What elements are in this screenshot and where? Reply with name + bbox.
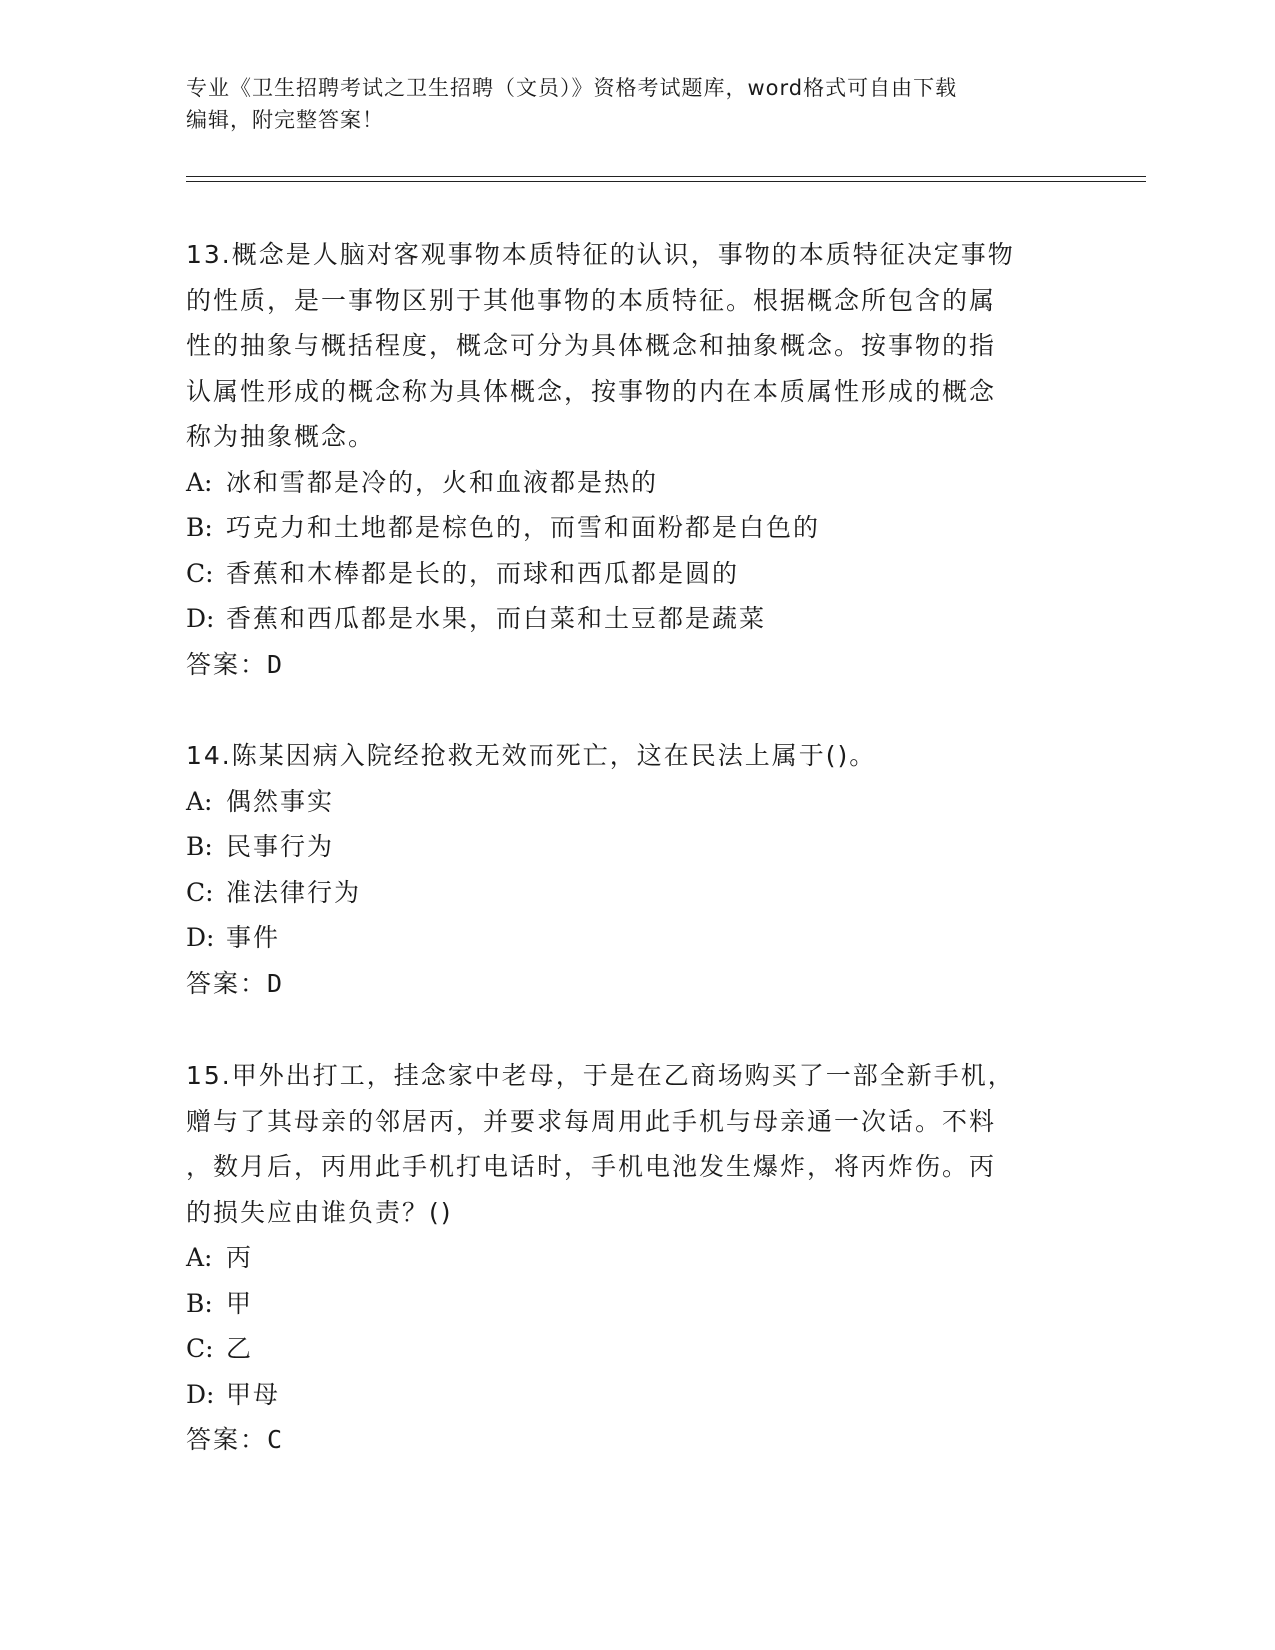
option-letter: B: [186, 513, 213, 542]
header-divider-bottom [186, 181, 1146, 182]
answer-line [186, 642, 1066, 688]
option-letter: A: [186, 786, 213, 816]
option-letter: D: [186, 1379, 215, 1409]
option-c [186, 870, 1066, 916]
question-stem [186, 1053, 1066, 1235]
option-b [186, 824, 1066, 870]
option-text: 丙 [226, 1243, 254, 1272]
answer-label: 答案： [186, 968, 268, 998]
option-letter: D: [186, 923, 215, 952]
document-header [186, 72, 1066, 136]
question-spacer [186, 687, 1066, 733]
answer-label: 答案： [186, 649, 268, 679]
option-a [186, 460, 1066, 506]
option-c [186, 1326, 1066, 1372]
option-letter: D: [186, 604, 215, 633]
stem-line: 性的抽象与概括程度，概念可分为具体概念和抽象概念。按事物的指 [186, 331, 997, 360]
option-b [186, 1281, 1066, 1327]
option-letter: A: [186, 467, 213, 497]
answer-label: 答案： [186, 1425, 268, 1454]
option-text: 事件 [226, 923, 281, 952]
stem-line: 15.甲外出打工，挂念家中老母，于是在乙商场购买了一部全新手机， [186, 1061, 1015, 1090]
option-c [186, 551, 1066, 597]
option-a [186, 779, 1066, 825]
option-b [186, 505, 1066, 551]
question-stem [186, 733, 1066, 779]
question-14 [186, 733, 1066, 1006]
answer-line [186, 1417, 1066, 1463]
answer-line [186, 961, 1066, 1007]
answer-value: D [267, 968, 285, 998]
header-divider-top [186, 176, 1146, 177]
answer-value: C [267, 1425, 285, 1454]
stem-line: 认属性形成的概念称为具体概念，按事物的内在本质属性形成的概念 [186, 376, 997, 406]
option-text: 乙 [226, 1334, 254, 1363]
stem-line: ，数月后，丙用此手机打电话时，手机电池发生爆炸，将丙炸伤。丙 [186, 1152, 997, 1181]
question-list [186, 232, 1066, 1463]
option-text: 甲母 [226, 1379, 281, 1409]
question-15 [186, 1053, 1066, 1463]
stem-line: 赠与了其母亲的邻居丙，并要求每周用此手机与母亲通一次话。不料 [186, 1106, 997, 1136]
header-line-1: 专业《卫生招聘考试之卫生招聘（文员）》资格考试题库，word格式可自由下载 [186, 76, 958, 100]
option-d [186, 1372, 1066, 1418]
option-text: 民事行为 [226, 832, 335, 861]
option-text: 香蕉和西瓜都是水果，而白菜和土豆都是蔬菜 [226, 604, 767, 633]
option-letter: B: [186, 1288, 213, 1318]
stem-line: 称为抽象概念。 [186, 422, 376, 451]
stem-line: 的损失应由谁负责？() [186, 1197, 453, 1227]
stem-line: 13.概念是人脑对客观事物本质特征的认识，事物的本质特征决定事物 [186, 240, 1015, 269]
option-text: 偶然事实 [226, 786, 335, 816]
question-spacer [186, 1006, 1066, 1053]
option-letter: B: [186, 832, 213, 861]
option-letter: A: [186, 1243, 213, 1272]
option-letter: C: [186, 558, 214, 588]
stem-line: 的性质，是一事物区别于其他事物的本质特征。根据概念所包含的属 [186, 285, 997, 315]
option-text: 香蕉和木棒都是长的，而球和西瓜都是圆的 [226, 558, 740, 588]
option-d [186, 915, 1066, 961]
header-line-2: 编辑，附完整答案！ [186, 108, 384, 132]
option-text: 准法律行为 [226, 877, 362, 907]
question-13 [186, 232, 1066, 687]
option-text: 冰和雪都是冷的，火和血液都是热的 [226, 467, 659, 497]
answer-value: D [267, 649, 285, 679]
option-letter: C: [186, 1334, 214, 1363]
option-text: 甲 [226, 1288, 254, 1318]
question-stem [186, 232, 1066, 460]
option-d [186, 596, 1066, 642]
option-letter: C: [186, 877, 214, 907]
option-a [186, 1235, 1066, 1281]
stem-line: 14.陈某因病入院经抢救无效而死亡，这在民法上属于()。 [186, 741, 877, 770]
option-text: 巧克力和土地都是棕色的，而雪和面粉都是白色的 [226, 513, 821, 542]
